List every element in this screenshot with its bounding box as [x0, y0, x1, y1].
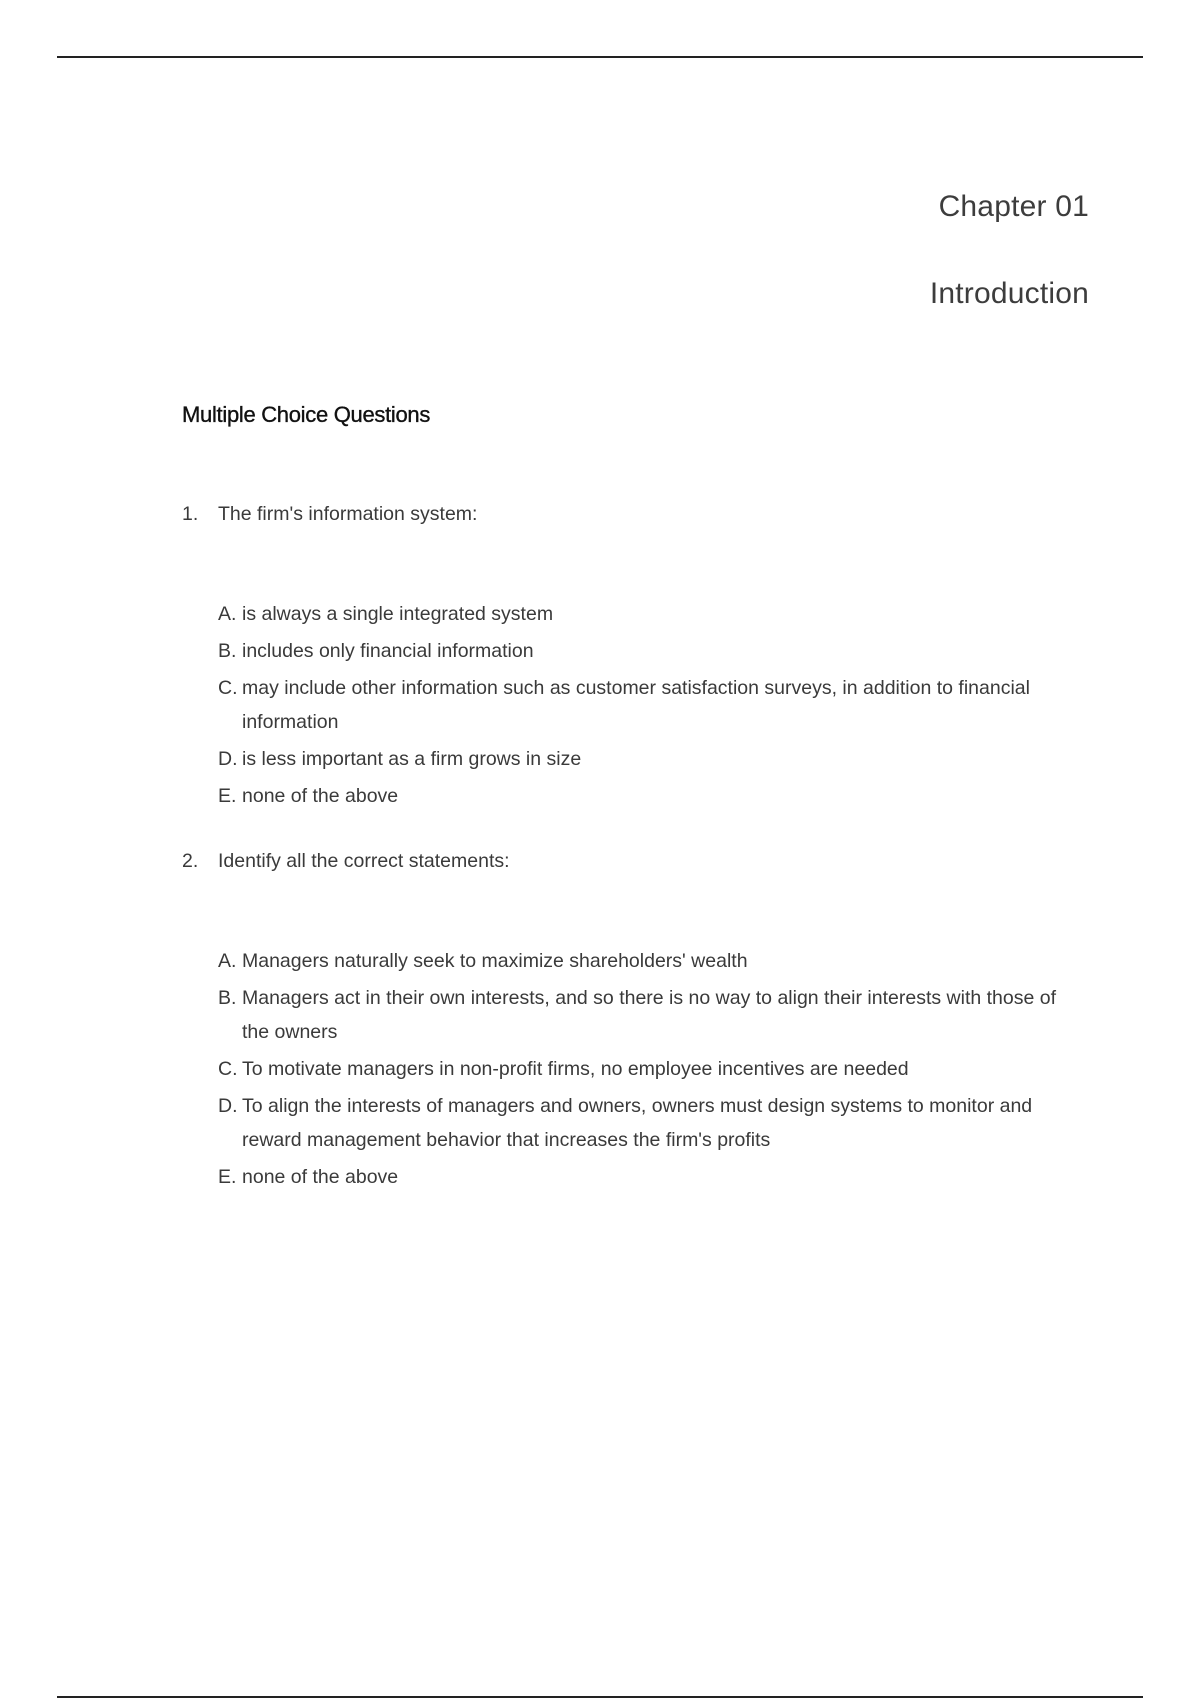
option-text: To align the interests of managers and owners, owners must design systems to monitor and reward management behavior that increases the firm's profits — [242, 1095, 1033, 1151]
chapter-number: Chapter 01 — [938, 190, 1089, 223]
option-letter: C. — [218, 677, 238, 699]
chapter-title: Introduction — [929, 277, 1089, 310]
question-number: 2. — [182, 850, 199, 872]
option-c — [218, 1052, 1078, 1086]
option-text: includes only financial information — [242, 640, 534, 662]
option-d — [218, 1089, 1078, 1157]
option-text: is less important as a firm grows in size — [242, 748, 582, 770]
option-letter: C. — [218, 1058, 238, 1080]
option-letter: B. — [218, 640, 237, 662]
option-a — [218, 597, 1078, 631]
question-1 — [182, 500, 1082, 816]
option-letter: E. — [218, 1166, 237, 1188]
question-2-stem — [182, 847, 1082, 875]
header-rule — [57, 56, 1143, 58]
answer-options — [218, 597, 1078, 813]
option-letter: A. — [218, 950, 237, 972]
option-c — [218, 671, 1078, 739]
question-text: The firm's information system: — [218, 503, 478, 525]
option-text: is always a single integrated system — [242, 603, 554, 625]
option-d — [218, 742, 1078, 776]
option-text: Managers naturally seek to maximize shareholders' wealth — [242, 950, 748, 972]
option-letter: B. — [218, 987, 237, 1009]
option-letter: D. — [218, 1095, 238, 1117]
option-a — [218, 944, 1078, 978]
option-e — [218, 779, 1078, 813]
question-text: Identify all the correct statements: — [218, 850, 510, 872]
footer-rule — [57, 1696, 1143, 1698]
option-e — [218, 1160, 1078, 1194]
question-1-stem — [182, 500, 1082, 528]
option-letter: E. — [218, 785, 237, 807]
option-text: Managers act in their own interests, and so there is no way to align their interests with those of the owners — [242, 987, 1057, 1043]
option-b — [218, 634, 1078, 668]
option-text: To motivate managers in non-profit firms, no employee incentives are needed — [242, 1058, 909, 1080]
option-text: may include other information such as customer satisfaction surveys, in addition to financial information — [242, 677, 1030, 733]
answer-options — [218, 944, 1078, 1194]
option-text: none of the above — [242, 1166, 399, 1188]
question-2 — [182, 847, 1082, 1197]
option-b — [218, 981, 1078, 1049]
question-number: 1. — [182, 503, 199, 525]
option-text: none of the above — [242, 785, 399, 807]
option-letter: A. — [218, 603, 237, 625]
section-title: Multiple Choice Questions — [182, 402, 431, 427]
option-letter: D. — [218, 748, 238, 770]
